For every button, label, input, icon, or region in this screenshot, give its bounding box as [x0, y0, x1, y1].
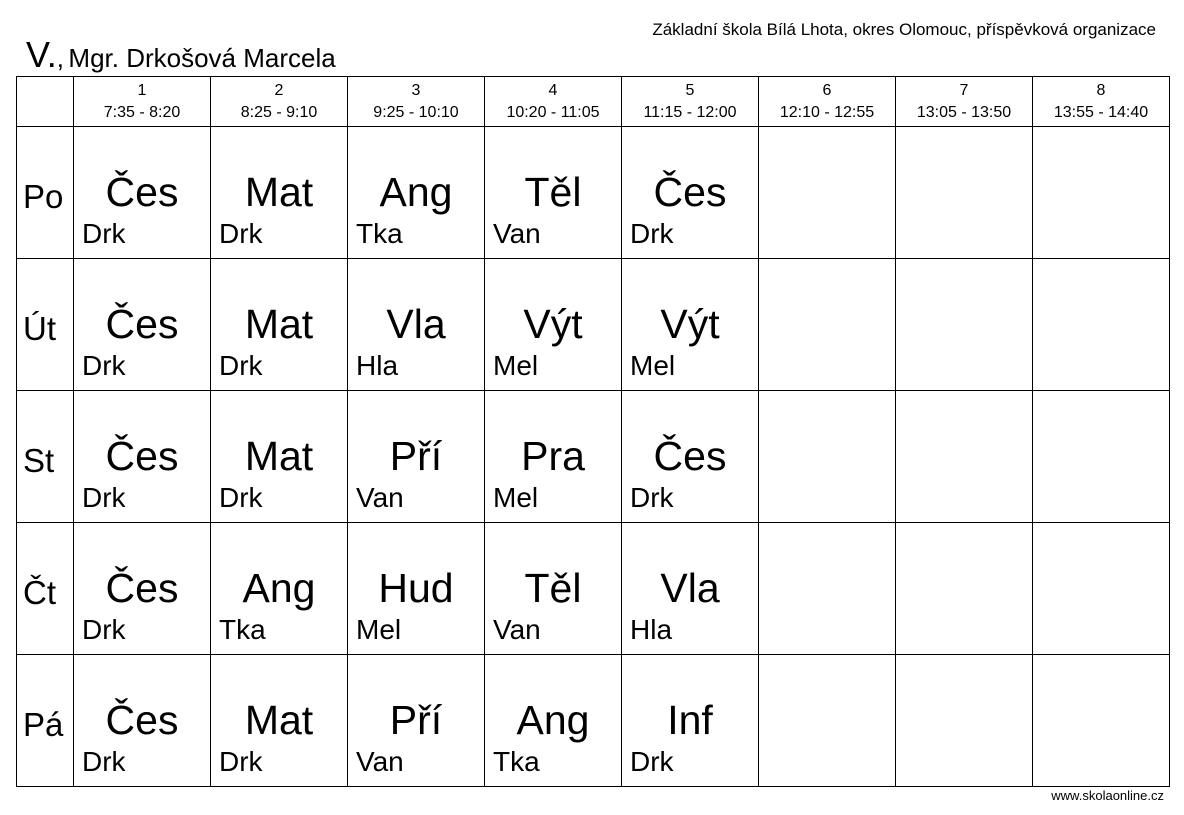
lesson-teacher: Drk — [219, 746, 263, 777]
lesson-subject: Čes — [105, 169, 179, 215]
lesson-cell — [485, 655, 622, 787]
period-header — [622, 77, 759, 127]
empty-cell — [1033, 523, 1170, 655]
period-time: 12:10 - 12:55 — [779, 103, 875, 121]
lesson-subject: Ang — [379, 169, 453, 215]
lesson-subject: Mat — [244, 697, 314, 743]
period-number: 4 — [548, 81, 558, 99]
empty-cell — [896, 655, 1033, 787]
empty-cell — [1033, 655, 1170, 787]
empty-cell — [896, 391, 1033, 523]
lesson-teacher: Drk — [219, 482, 263, 513]
day-label: Čt — [17, 523, 74, 655]
lesson-subject: Čes — [653, 169, 727, 215]
period-header — [896, 77, 1033, 127]
empty-cell — [1033, 127, 1170, 259]
period-number: 6 — [822, 81, 832, 99]
lesson-cell — [348, 655, 485, 787]
lesson-teacher: Mel — [493, 482, 539, 513]
lesson-subject: Mat — [244, 433, 314, 479]
lesson-cell — [74, 655, 211, 787]
class-name: V. — [26, 34, 57, 75]
day-label: St — [17, 391, 74, 523]
timetable — [16, 76, 1170, 787]
empty-cell — [759, 259, 896, 391]
lesson-cell — [211, 259, 348, 391]
period-number: 7 — [959, 81, 969, 99]
lesson-teacher: Hla — [630, 614, 673, 645]
period-number: 1 — [137, 81, 147, 99]
lesson-subject: Ang — [516, 697, 590, 743]
lesson-subject: Čes — [105, 433, 179, 479]
empty-cell — [896, 127, 1033, 259]
period-number: 5 — [685, 81, 695, 99]
lesson-cell — [622, 391, 759, 523]
lesson-cell — [485, 391, 622, 523]
lesson-teacher: Drk — [82, 350, 126, 381]
lesson-subject: Vla — [386, 301, 446, 347]
lesson-subject: Čes — [105, 301, 179, 347]
period-time: 11:15 - 12:00 — [643, 103, 737, 121]
lesson-subject: Čes — [105, 565, 179, 611]
lesson-teacher: Van — [356, 746, 404, 777]
empty-cell — [759, 523, 896, 655]
lesson-teacher: Mel — [493, 350, 539, 381]
lesson-subject: Pra — [521, 433, 585, 479]
lesson-teacher: Mel — [356, 614, 402, 645]
day-row — [17, 655, 1170, 787]
lesson-teacher: Drk — [82, 614, 126, 645]
lesson-teacher: Drk — [82, 746, 126, 777]
lesson-cell — [211, 523, 348, 655]
day-row — [17, 127, 1170, 259]
lesson-teacher: Hla — [356, 350, 399, 381]
period-number: 2 — [274, 81, 284, 99]
lesson-subject: Hud — [378, 565, 454, 611]
period-header — [348, 77, 485, 127]
lesson-cell — [485, 523, 622, 655]
lesson-teacher: Tka — [219, 614, 266, 645]
lesson-teacher: Drk — [219, 218, 263, 249]
lesson-subject: Pří — [389, 433, 443, 479]
class-heading — [26, 34, 336, 76]
lesson-cell — [622, 523, 759, 655]
period-time: 9:25 - 10:10 — [373, 103, 459, 121]
lesson-teacher: Tka — [493, 746, 540, 777]
lesson-teacher: Van — [493, 614, 541, 645]
class-teacher: Mgr. Drkošová Marcela — [68, 43, 336, 73]
lesson-cell — [74, 391, 211, 523]
lesson-subject: Mat — [244, 169, 314, 215]
school-name: Základní škola Bílá Lhota, okres Olomouc, příspěvková organizace — [652, 20, 1156, 39]
day-row — [17, 523, 1170, 655]
lesson-teacher: Tka — [356, 218, 403, 249]
period-header-row — [17, 77, 1170, 127]
empty-cell — [896, 259, 1033, 391]
lesson-cell — [622, 655, 759, 787]
lesson-teacher: Drk — [82, 218, 126, 249]
footer-url: www.skolaonline.cz — [1051, 788, 1164, 803]
lesson-teacher: Drk — [82, 482, 126, 513]
period-number: 8 — [1096, 81, 1106, 99]
lesson-cell — [485, 127, 622, 259]
period-header — [1033, 77, 1170, 127]
lesson-subject: Těl — [524, 169, 582, 215]
empty-cell — [1033, 391, 1170, 523]
lesson-cell — [348, 523, 485, 655]
lesson-subject: Výt — [523, 301, 583, 347]
day-row — [17, 391, 1170, 523]
lesson-subject: Pří — [389, 697, 443, 743]
lesson-teacher: Drk — [630, 482, 674, 513]
lesson-cell — [348, 127, 485, 259]
lesson-subject: Čes — [653, 433, 727, 479]
lesson-cell — [74, 127, 211, 259]
lesson-teacher: Van — [356, 482, 404, 513]
lesson-teacher: Drk — [630, 746, 674, 777]
lesson-subject: Čes — [105, 697, 179, 743]
day-row — [17, 259, 1170, 391]
empty-cell — [896, 523, 1033, 655]
period-time: 13:55 - 14:40 — [1053, 103, 1149, 121]
period-header — [74, 77, 211, 127]
period-header — [485, 77, 622, 127]
day-label: Po — [17, 127, 74, 259]
lesson-subject: Inf — [667, 697, 713, 743]
period-time: 13:05 - 13:50 — [916, 103, 1012, 121]
lesson-subject: Výt — [660, 301, 720, 347]
period-time: 7:35 - 8:20 — [103, 103, 181, 121]
lesson-cell — [485, 259, 622, 391]
lesson-teacher: Mel — [630, 350, 676, 381]
lesson-cell — [348, 259, 485, 391]
lesson-cell — [211, 127, 348, 259]
corner-cell — [17, 77, 74, 127]
lesson-subject: Ang — [242, 565, 316, 611]
empty-cell — [759, 655, 896, 787]
day-label: Út — [17, 259, 74, 391]
lesson-subject: Mat — [244, 301, 314, 347]
lesson-teacher: Drk — [219, 350, 263, 381]
empty-cell — [1033, 259, 1170, 391]
period-time: 10:20 - 11:05 — [506, 103, 600, 121]
class-separator: , — [56, 43, 64, 73]
empty-cell — [759, 127, 896, 259]
lesson-cell — [74, 259, 211, 391]
lesson-cell — [211, 391, 348, 523]
lesson-teacher: Van — [493, 218, 541, 249]
lesson-cell — [622, 127, 759, 259]
period-number: 3 — [411, 81, 421, 99]
period-time: 8:25 - 9:10 — [240, 103, 318, 121]
lesson-cell — [211, 655, 348, 787]
lesson-cell — [622, 259, 759, 391]
lesson-subject: Těl — [524, 565, 582, 611]
day-label: Pá — [17, 655, 74, 787]
empty-cell — [759, 391, 896, 523]
lesson-cell — [348, 391, 485, 523]
period-header — [211, 77, 348, 127]
period-header — [759, 77, 896, 127]
lesson-teacher: Drk — [630, 218, 674, 249]
lesson-subject: Vla — [660, 565, 720, 611]
lesson-cell — [74, 523, 211, 655]
